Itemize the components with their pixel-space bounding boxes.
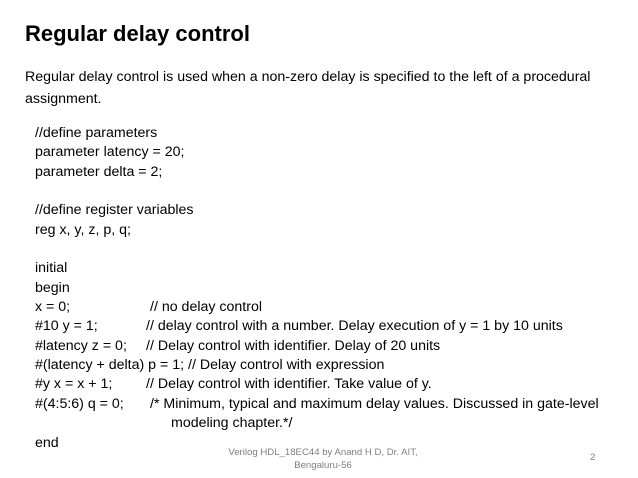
code-comment: // Delay control with identifier. Take value of y.	[146, 376, 432, 393]
code-statement: #latency z = 0;	[35, 337, 127, 354]
code-statement: #y x = x + 1;	[35, 376, 113, 393]
code-keyword: initial	[35, 260, 68, 277]
code-statement: parameter delta = 2;	[35, 163, 163, 180]
code-statement: #10 y = 1;	[35, 318, 98, 335]
code-comment: /* Minimum, typical and maximum delay values. Discussed in gate-level	[150, 395, 599, 412]
code-comment: // no delay control	[150, 299, 262, 316]
code-statement: x = 0;	[35, 299, 71, 316]
code-comment: //define parameters	[35, 125, 158, 141]
footer	[215, 446, 431, 472]
code-statement: reg x, y, z, p, q;	[35, 221, 131, 238]
code-statement: #(latency + delta) p = 1; // Delay control with expression	[35, 357, 385, 374]
code-keyword: begin	[35, 279, 70, 296]
code-comment: // delay control with a number. Delay execution of y = 1 by 10 units	[146, 318, 563, 335]
page-number: 2	[590, 452, 596, 463]
code-comment: //define register variables	[35, 202, 194, 219]
code-comment: modeling chapter.*/	[171, 415, 293, 432]
code-keyword: end	[35, 434, 59, 451]
footer-line: Bengaluru-56	[294, 460, 352, 471]
code-statement: parameter latency = 20;	[35, 144, 185, 161]
code-statement: #(4:5:6) q = 0;	[35, 395, 124, 412]
footer-line: Verilog HDL_18EC44 by Anand H D, Dr. AIT,	[228, 447, 418, 458]
intro-paragraph: Regular delay control is used when a non-zero delay is specified to the left of a procedural assignment.	[25, 69, 591, 107]
code-comment: // Delay control with identifier. Delay of 20 units	[146, 337, 441, 354]
slide-title: Regular delay control	[25, 21, 250, 46]
